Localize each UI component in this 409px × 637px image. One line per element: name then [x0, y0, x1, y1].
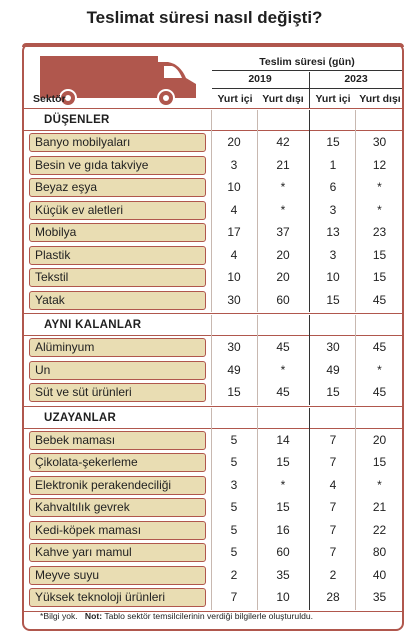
row-value: 15 [276, 455, 290, 469]
table-row [29, 383, 401, 402]
row-value: 45 [372, 340, 387, 354]
row-value: 5 [230, 455, 238, 469]
table-row [29, 521, 401, 540]
row-value: 7 [329, 432, 337, 447]
header-col-1: Yurt içi [217, 93, 253, 105]
column-divider [355, 110, 356, 312]
row-value: 3 [230, 477, 238, 492]
row-value: 2 [329, 567, 337, 582]
row-value: 4 [230, 202, 238, 217]
header-col-4: Yurt dışı [359, 93, 401, 105]
column-divider [257, 315, 258, 405]
table-row [29, 476, 401, 495]
row-value: * [377, 477, 382, 492]
table-row [29, 178, 401, 197]
row-value: 3 [329, 247, 337, 262]
header-col-3: Yurt içi [315, 93, 351, 105]
row-value: 15 [326, 385, 340, 399]
footnote-note-label: Not: [84, 611, 103, 621]
row-label: Elektronik perakendeciliği [29, 476, 206, 495]
row-value: 7 [329, 500, 337, 514]
row-value: * [280, 362, 286, 377]
header-rule-top [212, 70, 402, 71]
row-value: 15 [276, 500, 290, 514]
header-year-2019: 2019 [248, 73, 272, 85]
table-row [29, 338, 401, 357]
row-label: Mobilya [29, 223, 206, 242]
header-sektor: Sektör [33, 93, 66, 105]
row-value: 20 [276, 270, 290, 284]
row-value: 49 [227, 362, 241, 377]
header-year-2023: 2023 [344, 73, 368, 85]
table-row [29, 361, 401, 380]
row-value: 30 [372, 135, 387, 149]
section-title: UZAYANLAR [44, 411, 117, 424]
row-value: 42 [276, 135, 290, 149]
table-row [29, 268, 401, 287]
row-label: Alüminyum [29, 338, 206, 357]
row-value: 21 [372, 500, 387, 514]
row-value: 1 [329, 157, 337, 172]
row-value: * [280, 477, 286, 492]
row-value: 7 [230, 590, 238, 604]
row-label: Un [29, 361, 206, 380]
row-value: 5 [230, 500, 238, 514]
row-value: 35 [276, 567, 290, 582]
row-value: * [280, 202, 286, 217]
row-value: 6 [329, 180, 337, 194]
row-label: Tekstil [29, 268, 206, 287]
section-title: DÜŞENLER [44, 114, 110, 126]
table-row [29, 246, 401, 265]
row-value: 28 [326, 590, 340, 604]
table-row [29, 566, 401, 585]
row-label: Bebek maması [29, 431, 206, 450]
row-value: * [377, 202, 382, 217]
row-value: 7 [329, 522, 337, 537]
row-value: 80 [372, 545, 387, 559]
row-value: 10 [227, 270, 241, 284]
row-value: * [280, 180, 286, 194]
row-value: 22 [372, 522, 387, 537]
section-rule [22, 428, 404, 429]
section-title: AYNI KALANLAR [44, 319, 142, 331]
row-value: 15 [326, 135, 340, 149]
row-value: 3 [329, 202, 337, 217]
row-value: 4 [230, 247, 238, 262]
row-label: Besin ve gıda takviye [29, 156, 206, 175]
row-value: 15 [326, 292, 340, 307]
row-value: 7 [329, 545, 337, 559]
table-row [29, 201, 401, 220]
row-value: 10 [326, 270, 340, 284]
row-value: 60 [276, 545, 290, 559]
row-value: 45 [372, 292, 387, 307]
column-divider [211, 408, 212, 610]
row-value: 16 [276, 522, 290, 537]
row-value: 2 [230, 567, 238, 582]
row-value: 40 [372, 567, 387, 582]
page-title: Teslimat süresi nasıl değişti? [86, 8, 323, 27]
row-value: 15 [372, 270, 387, 284]
footnote [40, 611, 313, 621]
section-rule [22, 130, 404, 131]
column-divider [257, 408, 258, 610]
column-divider [309, 110, 310, 312]
row-value: 45 [276, 340, 290, 354]
table-row [29, 543, 401, 562]
row-value: 20 [276, 247, 290, 262]
row-value: 4 [329, 477, 337, 492]
row-value: 23 [372, 225, 387, 239]
column-divider [355, 408, 356, 610]
row-value: 5 [230, 545, 238, 559]
section-bottom-rule [22, 313, 404, 314]
table-row [29, 498, 401, 517]
row-label: Kedi-köpek maması [29, 521, 206, 540]
row-value: 12 [372, 157, 387, 172]
column-divider [309, 315, 310, 405]
row-value: 45 [372, 385, 387, 399]
header-year-divider [309, 72, 310, 108]
table-row [29, 133, 401, 152]
row-value: 15 [372, 455, 387, 469]
row-label: Süt ve süt ürünleri [29, 383, 206, 402]
row-label: Yüksek teknoloji ürünleri [29, 588, 206, 607]
section-rule [22, 335, 404, 336]
row-value: * [377, 362, 382, 377]
row-value: 13 [326, 225, 340, 239]
table-row [29, 156, 401, 175]
table-row [29, 431, 401, 450]
row-value: 30 [227, 340, 241, 354]
row-value: 7 [329, 455, 337, 469]
row-value: 30 [326, 340, 340, 354]
row-value: 5 [230, 432, 238, 447]
row-value: 20 [227, 135, 241, 149]
row-value: 15 [372, 247, 387, 262]
column-divider [309, 408, 310, 610]
row-value: 3 [230, 157, 238, 172]
table-row [29, 453, 401, 472]
header-bottom-rule [22, 108, 404, 109]
row-value: 5 [230, 522, 238, 537]
header-group: Teslim süresi (gün) [259, 56, 355, 68]
row-label: Kahve yarı mamul [29, 543, 206, 562]
row-label: Banyo mobilyaları [29, 133, 206, 152]
section-bottom-rule [22, 406, 404, 407]
row-value: 21 [276, 157, 290, 172]
row-value: 14 [276, 432, 290, 447]
row-value: * [377, 180, 382, 194]
header-col-2: Yurt dışı [262, 93, 304, 105]
row-value: 60 [276, 292, 290, 307]
row-value: 35 [372, 590, 387, 604]
header-rule-years [212, 88, 402, 89]
row-label: Beyaz eşya [29, 178, 206, 197]
row-label: Plastik [29, 246, 206, 265]
table-row [29, 223, 401, 242]
row-label: Çikolata-şekerleme [29, 453, 206, 472]
footnote-note-text: Tablo sektör temsilcilerinin verdiği bilgilerle oluşturuldu. [104, 611, 314, 621]
row-value: 49 [326, 362, 340, 377]
row-value: 45 [276, 385, 290, 399]
row-value: 37 [276, 225, 290, 239]
row-value: 15 [227, 385, 241, 399]
row-label: Yatak [29, 291, 206, 310]
column-divider [211, 315, 212, 405]
column-divider [211, 110, 212, 312]
column-divider [257, 110, 258, 312]
row-value: 10 [227, 180, 241, 194]
row-value: 20 [372, 432, 387, 447]
row-value: 17 [227, 225, 241, 239]
column-divider [355, 315, 356, 405]
footnote-prefix: *Bilgi yok. [40, 611, 78, 621]
table-row [29, 291, 401, 310]
row-label: Küçük ev aletleri [29, 201, 206, 220]
table-row [29, 588, 401, 607]
row-label: Meyve suyu [29, 566, 206, 585]
row-label: Kahvaltılık gevrek [29, 498, 206, 517]
row-value: 30 [227, 292, 241, 307]
row-value: 10 [276, 590, 290, 604]
table-top-rule [22, 43, 404, 47]
